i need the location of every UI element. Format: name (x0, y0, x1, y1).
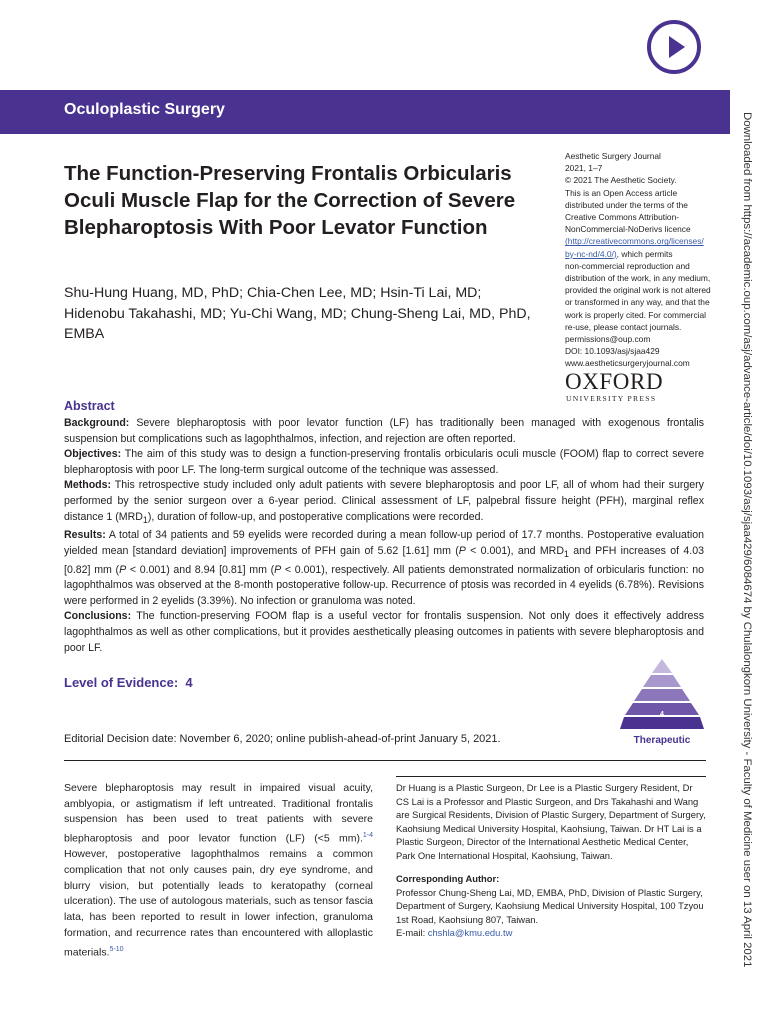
conclusions-label: Conclusions: (64, 610, 132, 623)
results-label: Results: (64, 529, 106, 542)
download-notice: Downloaded from https://academic.oup.com/asj/advance-article/doi/10.1093/asj/sjaa429/6084674 by Chulalongkorn University - Faculty of Medicine user on 13 April 2021 (741, 112, 753, 968)
methods-label: Methods: (64, 479, 112, 492)
methods-text: ), duration of follow-up, and postoperative complications were recorded. (147, 510, 484, 523)
journal-info-line: distribution of the work, in any medium, (565, 273, 711, 284)
doi: DOI: 10.1093/asj/sjaa429 (565, 346, 660, 357)
abstract-body (64, 416, 704, 656)
journal-info-line: or transformed in any way, and that the (565, 297, 710, 308)
play-icon (651, 24, 697, 70)
section-label: Oculoplastic Surgery (64, 101, 225, 118)
journal-info-line: work is properly cited. For commercial (565, 309, 707, 320)
results-text: and PFH increases of 4.03 [0.82] mm ( (64, 544, 705, 576)
journal-info-line: provided the original work is not altered (565, 285, 711, 296)
journal-info-line: non-commercial reproduction and (565, 260, 690, 271)
abstract-background (64, 416, 704, 447)
abstract-results (64, 528, 704, 609)
affiliation-divider (396, 776, 706, 777)
play-video-button[interactable] (647, 20, 701, 74)
email-link[interactable]: chshla@kmu.edu.tw (427, 927, 513, 938)
journal-info-line: This is an Open Access article (565, 187, 678, 198)
license-link-line (565, 248, 705, 260)
pyramid-tier-1 (652, 659, 672, 673)
article-title: The Function-Preserving Frontalis Orbicularis Oculi Muscle Flap for the Correction of Severe Blepharoptosis With Poor Levator Function (64, 162, 516, 239)
methods-text: This retrospective study included only adult patients with severe blepharoptosis and poor LF, all of whom had their surgery performed by the senior surgeon over a 6-year period. Clinical assessment of LF, palpebral fissure height (PFH), marginal reflex distance 1 (MRD (64, 479, 704, 523)
journal-info-line: 2021, 1–7 (565, 163, 603, 174)
license-link-line (565, 235, 705, 247)
journal-info-line: permissions@oup.com (565, 334, 651, 345)
journal-info-line: distributed under the terms of the (565, 199, 688, 210)
license-link[interactable]: (http://creativecommons.org/licenses/ (565, 236, 704, 247)
results-text: < 0.001) and 8.94 [0.81] mm ( (126, 563, 275, 576)
subscript: 1 (142, 514, 148, 525)
p-value-symbol: P (119, 563, 127, 576)
affiliation-text: Dr Huang is a Plastic Surgeon, Dr Lee is a Plastic Surgery Resident, Dr CS Lai is a Professor and Plastic Surgeon, and Drs Takahashi and Wang are Surgical Residents, Division of Plastic Surgery, Department of Surgery, Kaohsiung Medical University Hospital, Kaohsiung, Taiwan. Dr HT Lai is a Plastic Surgeon, Director of the International Aesthetic Medical Center, Park One International Hospital, Kaohsiung, Taiwan. (396, 782, 706, 861)
publisher-subtitle: UNIVERSITY PRESS (566, 394, 657, 403)
results-text: < 0.001), respectively. All patients demonstrated normalization of orbicularis function: no lagophthalmos was observed at the 8-month postoperative follow-up. Recurrence of ptosis was recorded in 4 eyelids (6.78%). Revisions were performed in 2 eyelids (3.39%). No infection or granuloma was noted. (64, 563, 704, 607)
journal-info-line: © 2021 The Aesthetic Society. (565, 175, 677, 186)
results-text: < 0.001), and MRD (465, 544, 564, 557)
divider (64, 760, 706, 761)
evidence-category: Therapeutic (633, 735, 691, 746)
publisher-logo: OXFORD (565, 369, 664, 394)
p-value-symbol: P (458, 544, 466, 557)
journal-url: www.aestheticsurgeryjournal.com (565, 358, 690, 369)
editorial-date: Editorial Decision date: November 6, 2020; online publish-ahead-of-print January 5, 2021. (64, 733, 501, 745)
pyramid-level-number: 4 (660, 711, 664, 718)
objectives-text: The aim of this study was to design a function-preserving frontalis orbicularis oculi muscle (FOOM) flap to correct severe blepharoptosis with poor LF. The long-term surgical outcome of the technique was assessed. (64, 448, 704, 476)
journal-info (565, 150, 711, 370)
intro-text: Severe blepharoptosis may result in impaired visual acuity, amblyopia, or astigmatism if left untreated. Traditional frontalis suspension has been used to treat patients with severe blepharoptosis and poor levator function (LF) (<5 mm). (64, 782, 373, 845)
intro-paragraph (64, 781, 373, 961)
citation-link[interactable]: 1-4 (362, 832, 373, 840)
pyramid-tier-3 (634, 689, 690, 701)
journal-info-line: Creative Commons Attribution- (565, 212, 680, 223)
pyramid-tier-5 (620, 717, 704, 729)
journal-info-line: NonCommercial-NoDerivs licence (565, 224, 691, 235)
loe-value: 4 (185, 675, 193, 690)
email-label: E-mail: (396, 927, 428, 938)
background-text: Severe blepharoptosis with poor levator function (LF) has traditionally been managed with exogenous frontalis suspension but complications such as lagophthalmos, infection, and rejection are often reported. (64, 417, 704, 445)
loe-label: Level of Evidence: (64, 675, 179, 690)
license-link[interactable]: by-nc-nd/4.0/) (565, 248, 617, 259)
results-text: A total of 34 patients and 59 eyelids were recorded during a mean follow-up period of 17.7 months. Postoperative evaluation yielded mean [standard deviation] improvements of PFH gain of 5.62 [1.61] mm ( (64, 529, 704, 557)
corresponding-author-text (396, 886, 706, 940)
intro-text: However, postoperative lagophthalmos remains a common complication that not only causes pain, dry eye syndrome, and blurry vision, but potentially leads to keratopathy (corneal ulceration). The use of autologous materials, such as tensor fascia lata, has been reported to result in lower infection, granuloma formation, and recurrence rates than encountered with alloplastic materials. (64, 848, 373, 959)
abstract-heading: Abstract (64, 399, 115, 413)
license-tail: , which permits (616, 248, 673, 259)
citation-link[interactable]: 5-10 (109, 945, 124, 953)
corresponding-address: Professor Chung-Sheng Lai, MD, EMBA, PhD, Division of Plastic Surgery, Department of Surgery, Kaohsiung Medical University Hospital, 100 Tzyou 1st Road, Kaohsiung 807, Taiwan. (396, 886, 704, 925)
abstract-methods (64, 478, 704, 528)
corresponding-author-label: Corresponding Author: (396, 873, 500, 884)
pyramid-tier-2 (643, 675, 681, 687)
author-affiliations (396, 781, 706, 940)
subscript: 1 (563, 548, 569, 559)
abstract-objectives (64, 447, 704, 478)
p-value-symbol: P (274, 563, 282, 576)
author-list: Shu-Hung Huang, MD, PhD; Chia-Chen Lee, MD; Hsin-Ti Lai, MD; Hidenobu Takahashi, MD; Yu-Chi Wang, MD; Chung-Sheng Lai, MD, PhD, EMBA (64, 285, 531, 342)
evidence-pyramid-icon (620, 659, 704, 733)
background-label: Background: (64, 417, 130, 429)
journal-info-line: Aesthetic Surgery Journal (565, 151, 661, 161)
journal-info-line: re-use, please contact journals. (565, 321, 682, 332)
objectives-label: Objectives: (64, 448, 122, 461)
level-of-evidence (64, 675, 193, 690)
conclusions-text: The function-preserving FOOM flap is a useful vector for frontalis suspension. Not only does it effectively address lagophthalmos as well as other complications, but it provides aesthetically pleasing outcomes in patients with severe blepharoptosis and poor LF. (64, 610, 704, 654)
abstract-conclusions (64, 609, 704, 656)
